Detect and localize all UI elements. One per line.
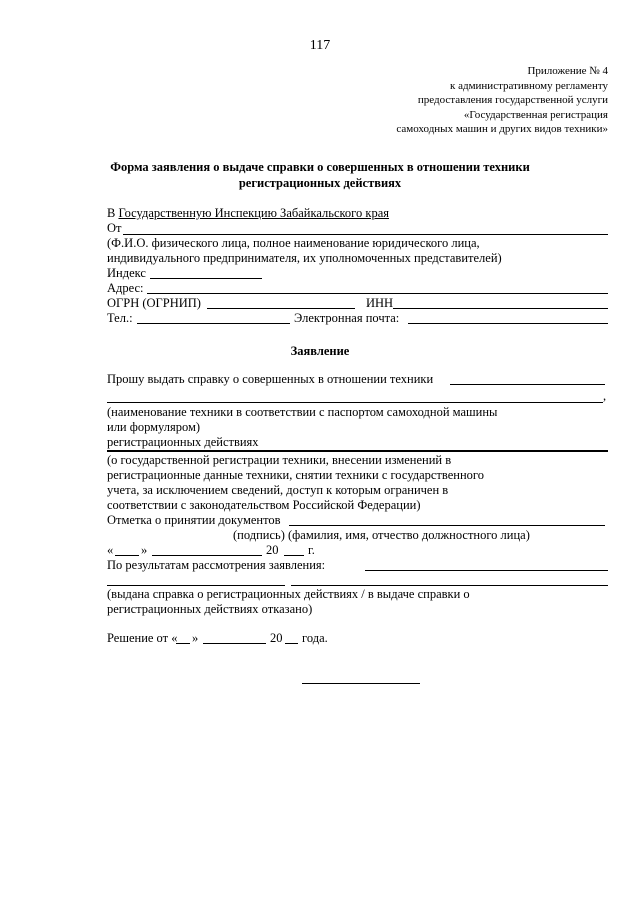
addressee-prefix: В [107,206,119,220]
date-year-field[interactable] [284,555,304,556]
phone-field-line[interactable] [137,323,290,324]
result-hint: (выдана справка о регистрационных действиях / в выдаче справки о [107,587,470,601]
annex-line: к административному регламенту [450,79,608,92]
from-hint: индивидуального предпринимателя, их уполномоченных представителей) [107,251,502,265]
annex-block [396,64,608,137]
form-title [60,160,580,191]
inn-label: ИНН [366,296,394,310]
result-field-line-2a[interactable] [107,585,285,586]
from-hint: (Ф.И.О. физического лица, полное наименование юридического лица, [107,236,480,250]
reg-hint: регистрационные данные техники, снятии техники с государственного [107,468,484,482]
ogrn-field-line[interactable] [207,308,355,309]
addressee-line [107,206,389,221]
date-month-field[interactable] [152,555,262,556]
reg-hint: соответствии с законодательством Российской Федерации) [107,498,421,512]
form-title-line: Форма заявления о выдаче справки о совершенных в отношении техники [110,160,530,174]
section-title: Заявление [290,344,350,358]
decision-suffix: года. [302,631,328,645]
reg-hint: учета, за исключением сведений, доступ к которым ограничен в [107,483,449,497]
signature-hint: (подпись) (фамилия, имя, отчество должностного лица) [233,528,530,542]
reg-actions-field-line[interactable] [107,450,608,452]
result-field-line[interactable] [365,570,608,571]
ogrn-label: ОГРН (ОГРНИП) [107,296,201,310]
result-field-line-2b[interactable] [291,585,608,586]
request-line: Прошу выдать справку о совершенных в отношении техники [107,372,434,386]
phone-label: Тел.: [107,311,133,325]
decision-prefix: Решение от « [107,631,178,645]
inn-field-line[interactable] [393,308,608,309]
date-suffix: г. [308,543,315,557]
date-open: « [107,543,114,557]
address-label: Адрес: [107,281,144,295]
addressee-org: Государственную Инспекцию Забайкальского края [118,206,389,220]
annex-line: предоставления государственной услуги [417,94,608,106]
date-day-field[interactable] [115,555,139,556]
address-field-line[interactable] [147,293,608,294]
decision-mid: » [192,631,199,645]
date-close: » [141,543,148,557]
from-label: От [107,221,122,235]
date-year-prefix: 20 [266,543,279,557]
comma: , [603,389,607,403]
email-label: Электронная почта: [294,311,400,325]
tech-field-line-2[interactable] [107,402,603,403]
form-title-line: регистрационных действиях [238,175,402,190]
annex-line: самоходных машин и других видов техники» [396,123,608,135]
result-label: По результатам рассмотрения заявления: [107,558,326,572]
decision-month-field[interactable] [203,643,266,644]
tech-field-line[interactable] [450,384,605,385]
acceptance-field-line[interactable] [289,525,605,526]
reg-actions-text: регистрационных действиях [107,435,259,449]
decision-year-prefix: 20 [270,631,283,645]
email-field-line[interactable] [408,323,608,324]
decision-year-field[interactable] [285,643,298,644]
index-field-line[interactable] [150,278,262,279]
closing-rule [302,683,420,684]
from-field-line[interactable] [123,234,608,235]
annex-line: «Государственная регистрация [463,108,608,121]
decision-day-field[interactable] [176,643,190,644]
tech-hint: (наименование техники в соответствии с паспортом самоходной машины [107,405,498,419]
acceptance-label: Отметка о принятии документов [107,513,281,527]
result-hint: регистрационных действиях отказано) [107,602,313,616]
annex-line: Приложение № 4 [527,65,608,77]
page-number: 117 [309,38,331,53]
index-label: Индекс [107,266,146,280]
reg-hint: (о государственной регистрации техники, внесении изменений в [107,453,452,467]
tech-hint: или формуляром) [107,420,201,434]
